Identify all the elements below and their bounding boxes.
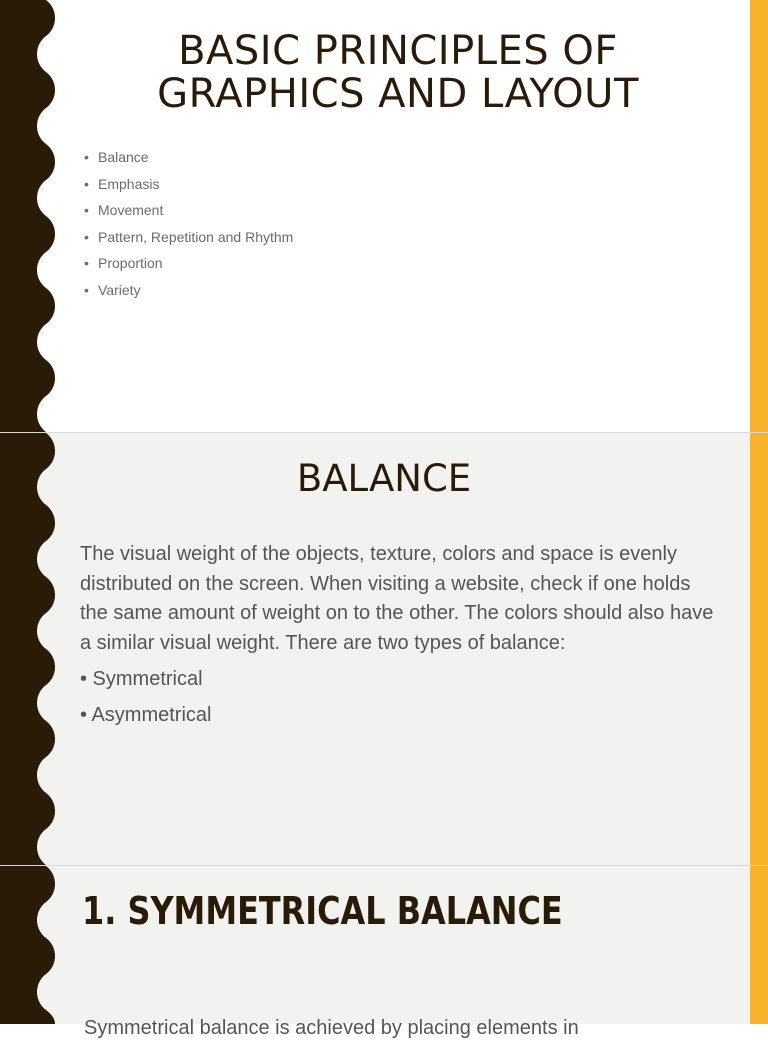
list-item [84,252,293,279]
wavy-border-left [0,433,60,865]
list-item-label: Pattern, Repetition and Rhythm [98,228,294,245]
slide-body-text: Symmetrical balance is achieved by placing elements in [84,1017,579,1039]
accent-bar-right [750,0,768,432]
bullet-icon: • [84,255,89,272]
wavy-border-left [0,0,60,432]
bullet-icon: • [84,281,89,298]
slide-title: BASIC PRINCIPLES OF GRAPHICS AND LAYOUT [157,28,639,117]
slide-body-text: The visual weight of the objects, texture, colors and space is evenly distributed on the screen. When visiting a website, check if one holds the same amount of weight on to the other. The colors should also have a similar visual weight. There are two types of balance: [80,543,714,654]
list-item-label: Movement [98,202,164,219]
list-item-label: Proportion [98,255,163,272]
list-item [84,146,293,173]
list-item-label: Emphasis [98,175,160,192]
slide-1 [0,0,768,432]
bullet-icon: • [84,149,89,165]
bullet-icon: • [84,175,89,192]
slide-3 [0,866,768,1039]
list-item-label: Balance [98,149,149,165]
wavy-border-left [0,866,60,1024]
list-item-label: Variety [98,281,141,298]
bullet-icon: • [84,202,89,219]
slide-2 [0,433,768,865]
slide-title: 1. SYMMETRICAL BALANCE [82,889,563,933]
accent-bar-right [750,866,768,1024]
balance-types-list [80,664,211,735]
list-item [84,226,293,253]
list-item: • Asymmetrical [80,703,212,726]
list-item: • Symmetrical [80,668,203,690]
list-item [84,173,293,200]
bullet-icon: • [84,228,89,245]
principles-list [84,146,293,306]
slide-title: BALANCE [296,457,472,500]
accent-bar-right [750,433,768,865]
list-item [84,279,293,306]
list-item [84,199,293,226]
